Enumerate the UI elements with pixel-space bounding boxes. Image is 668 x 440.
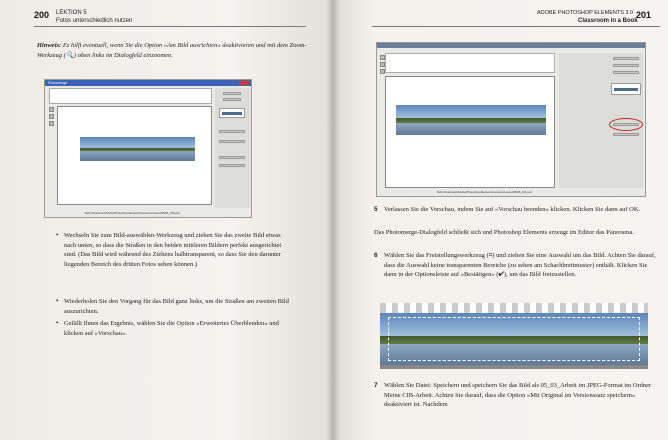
cancel-button [223,98,241,101]
window-close-icon [239,81,249,85]
step-7-text: Wählen Sie Datei: Speichern und speichern Sie das Bild als 05_03_Arbeit im JPEG-Format im Ordner Meine CIB-Arbeit. Achten Sie darauf, dass die Option »Mit Original im Versionssatz speichern« deaktiviert ist. Nachdem [384,382,652,408]
page-number-left: 200 [34,10,50,20]
transparent-checkerboard [380,303,648,313]
help-button [613,71,639,74]
step-5-text: Verlassen Sie die Vorschau, indem Sie auf »Vorschau beenden« klicken. Klicken Sie dann auf OK. [384,206,641,213]
right-page [332,0,668,440]
page-number-right: 201 [636,10,652,20]
book-subtitle: Classroom in a Book [578,18,638,24]
panorama-preview-image [396,105,546,135]
window-title: Photomerge [48,81,68,85]
work-area [385,76,555,188]
statusbar-path: MAC-Dokument/Adobe/Photoshop Elements/Lessons/Lesson05/05_01b.psd [85,211,180,215]
result-paragraph: Das Photomerge-Dialogfeld schließt sich und Photoshop Elements erzeugt im Editor das Panorama. [374,229,634,236]
perspective-option [219,140,245,143]
options-panel [559,53,643,188]
crop-screenshot [380,303,648,369]
panorama-image [80,137,195,161]
hint-text: Es hilft eventuell, wenn Sie die Option »Am Bild ausrichten« deaktivieren und mit dem Zoom-Werkzeug (🔍) oben links im Dialogfeld einzoomen. [37,42,307,59]
book-gutter-shadow [326,0,340,440]
step-number: 7 [374,382,378,389]
snap-to-image-option [219,130,245,133]
bullet-2: Wiederholen Sie den Vorgang für das Bild ganz links, um die Straßen am zweiten Bild auszurichten. [64,298,289,315]
select-image-tool-icon [49,107,54,112]
highlight-circle [609,118,643,131]
lightbox-strip [49,88,212,104]
step-6-text: Wählen Sie das Freistellungswerkzeug (⌗) und ziehen Sie eine Auswahl um das Bild. Achten Sie darauf, dass die Auswahl keine transparenten Bereiche (zu sehen am Schachbrettmuster) enthält. Klicken Sie dann in der Optionsleiste auf »Bestätigen« (✔), um das Bild freizustellen. [384,252,656,278]
step-number: 5 [374,206,378,213]
settings-option [613,133,639,136]
left-page [0,0,332,440]
ok-button [223,92,241,95]
crop-selection-frame [388,317,640,361]
advanced-blending-option [219,156,245,159]
zoom-tool-icon [49,121,54,126]
hint-paragraph [37,41,307,60]
photomerge-screenshot-right [376,42,646,197]
statusbar-path: MAC-Dokument/Adobe/Photoshop Elements/Lessons/Lesson05/05_01b.psd [437,190,532,194]
photomerge-screenshot-left [44,79,252,218]
work-area [57,106,212,205]
lightbox-strip [385,53,555,73]
step-number: 6 [374,252,378,259]
preview-button [219,164,245,167]
header-rule-right [372,26,660,27]
window-titlebar [377,43,645,48]
book-title: ADOBE PHOTOSHOP ELEMENTS 3.0 [537,10,634,16]
rotate-tool-icon [380,62,385,67]
bullet-3: Gefällt Ihnen das Ergebnis, wählen Sie die Option »Erweitertes Überblenden« und klicken auf »Vorschau«. [64,320,279,337]
header-rule-left [34,26,306,27]
chapter-title: Fotos unterschiedlich nutzen [56,18,133,24]
navigator-thumbnail [219,108,245,118]
bullet-1: Wechseln Sie zum Bild-auswählen-Werkzeug und ziehen Sie das zweite Bild etwas nach unten, so dass die Straßen in den beiden mittleren Bildern perfekt ausgerichtet sind. (Das Bild wird während des Ziehens halbtransparent, so dass Sie den darunter liegenden Bereich des dritten Fotos sehen können.) [64,232,282,268]
cancel-button [613,64,639,67]
select-image-tool-icon [380,55,385,60]
zoom-tool-icon [380,69,385,74]
bullet-icon: • [56,231,59,239]
ok-button [613,57,639,60]
window-titlebar [45,80,251,86]
bullet-icon: • [56,319,59,327]
chapter-label: LEKTION 5 [56,10,87,16]
navigator-thumbnail [611,83,641,95]
bullet-icon: • [56,297,59,305]
hint-label: Hinweis: [37,42,62,49]
rotate-tool-icon [49,114,54,119]
options-panel [215,88,250,208]
